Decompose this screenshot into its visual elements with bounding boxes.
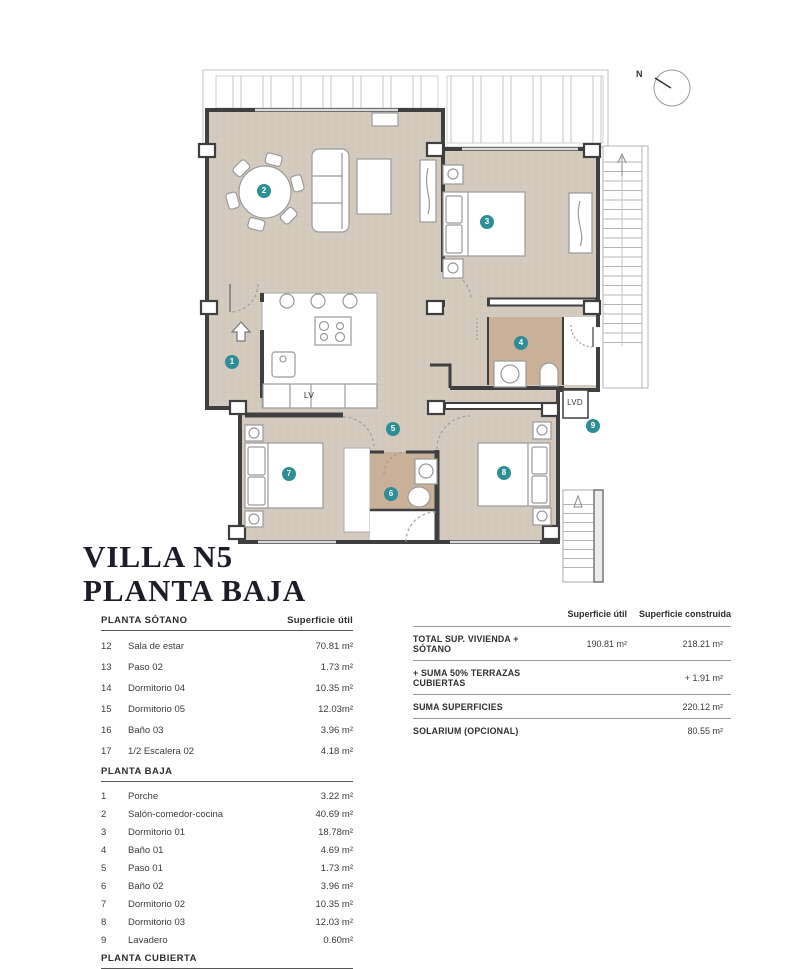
north-label: N bbox=[636, 69, 643, 79]
section-title: PLANTA SÓTANO bbox=[101, 615, 188, 626]
column-header-util: Superficie útil bbox=[567, 609, 627, 619]
dishwasher-label: LV bbox=[303, 390, 315, 400]
room-marker-bano02: 6 bbox=[384, 487, 398, 501]
exterior-staircase-bottom bbox=[563, 490, 603, 582]
totals-table bbox=[413, 609, 731, 742]
laundry-label: LVD bbox=[567, 398, 583, 407]
table-row: 8 Dormitorio 03 12.03 m² bbox=[101, 916, 353, 928]
table-row: 9 Lavadero 0.60m² bbox=[101, 934, 353, 946]
room-legend-table bbox=[101, 615, 353, 969]
table-row: 1 Porche 3.22 m² bbox=[101, 790, 353, 802]
table-row: 7 Dormitorio 02 10.35 m² bbox=[101, 898, 353, 910]
section-header-baja bbox=[101, 766, 353, 782]
table-row: 4 Baño 01 4.69 m² bbox=[101, 844, 353, 856]
table-row: 12 Sala de estar 70.81 m² bbox=[101, 641, 353, 652]
table-row: 14 Dormitorio 04 10.35 m² bbox=[101, 683, 353, 694]
section-header-sotano bbox=[101, 615, 353, 631]
compass bbox=[654, 70, 690, 106]
table-row: TOTAL SUP. VIVIENDA + SÓTANO 190.81 m² 218.21 m² bbox=[413, 626, 731, 660]
section-header-cubierta bbox=[101, 953, 353, 969]
room-marker-dormitorio02: 7 bbox=[282, 467, 296, 481]
room-marker-porche: 1 bbox=[225, 355, 239, 369]
totals-header bbox=[413, 609, 731, 626]
title-line2: PLANTA BAJA bbox=[83, 573, 307, 608]
room-marker-bano01: 4 bbox=[514, 336, 528, 350]
table-row: 5 Paso 01 1.73 m² bbox=[101, 862, 353, 874]
table-row: 13 Paso 02 1.73 m² bbox=[101, 662, 353, 673]
table-row: SUMA SUPERFICIES 220.12 m² bbox=[413, 694, 731, 718]
room-marker-salon: 2 bbox=[257, 184, 271, 198]
room-marker-paso01: 5 bbox=[386, 422, 400, 436]
table-row: 16 Baño 03 3.96 m² bbox=[101, 725, 353, 736]
table-row: + SUMA 50% TERRAZAS CUBIERTAS + 1.91 m² bbox=[413, 660, 731, 694]
table-row: 6 Baño 02 3.96 m² bbox=[101, 880, 353, 892]
closet-strip bbox=[344, 448, 370, 532]
section-title: PLANTA CUBIERTA bbox=[101, 953, 197, 964]
column-header-construida: Superficie construida bbox=[638, 609, 731, 619]
room-marker-dormitorio01: 3 bbox=[480, 215, 494, 229]
table-row: 15 Dormitorio 05 12.03m² bbox=[101, 704, 353, 715]
table-row: SOLARIUM (OPCIONAL) 80.55 m² bbox=[413, 718, 731, 742]
table-row: 3 Dormitorio 01 18.78m² bbox=[101, 826, 353, 838]
title-line1: VILLA N5 bbox=[83, 539, 234, 574]
table-row: 2 Salón-comedor-cocina 40.69 m² bbox=[101, 808, 353, 820]
exterior-staircase-top bbox=[603, 146, 648, 388]
room-marker-lavadero: 9 bbox=[586, 419, 600, 433]
section-title: PLANTA BAJA bbox=[101, 766, 173, 777]
column-header-superficie-util: Superficie útil bbox=[287, 615, 353, 626]
page-title bbox=[83, 540, 306, 608]
table-row: 17 1/2 Escalera 02 4.18 m² bbox=[101, 746, 353, 757]
stair-room bbox=[370, 510, 436, 542]
room-marker-dormitorio03: 8 bbox=[497, 466, 511, 480]
